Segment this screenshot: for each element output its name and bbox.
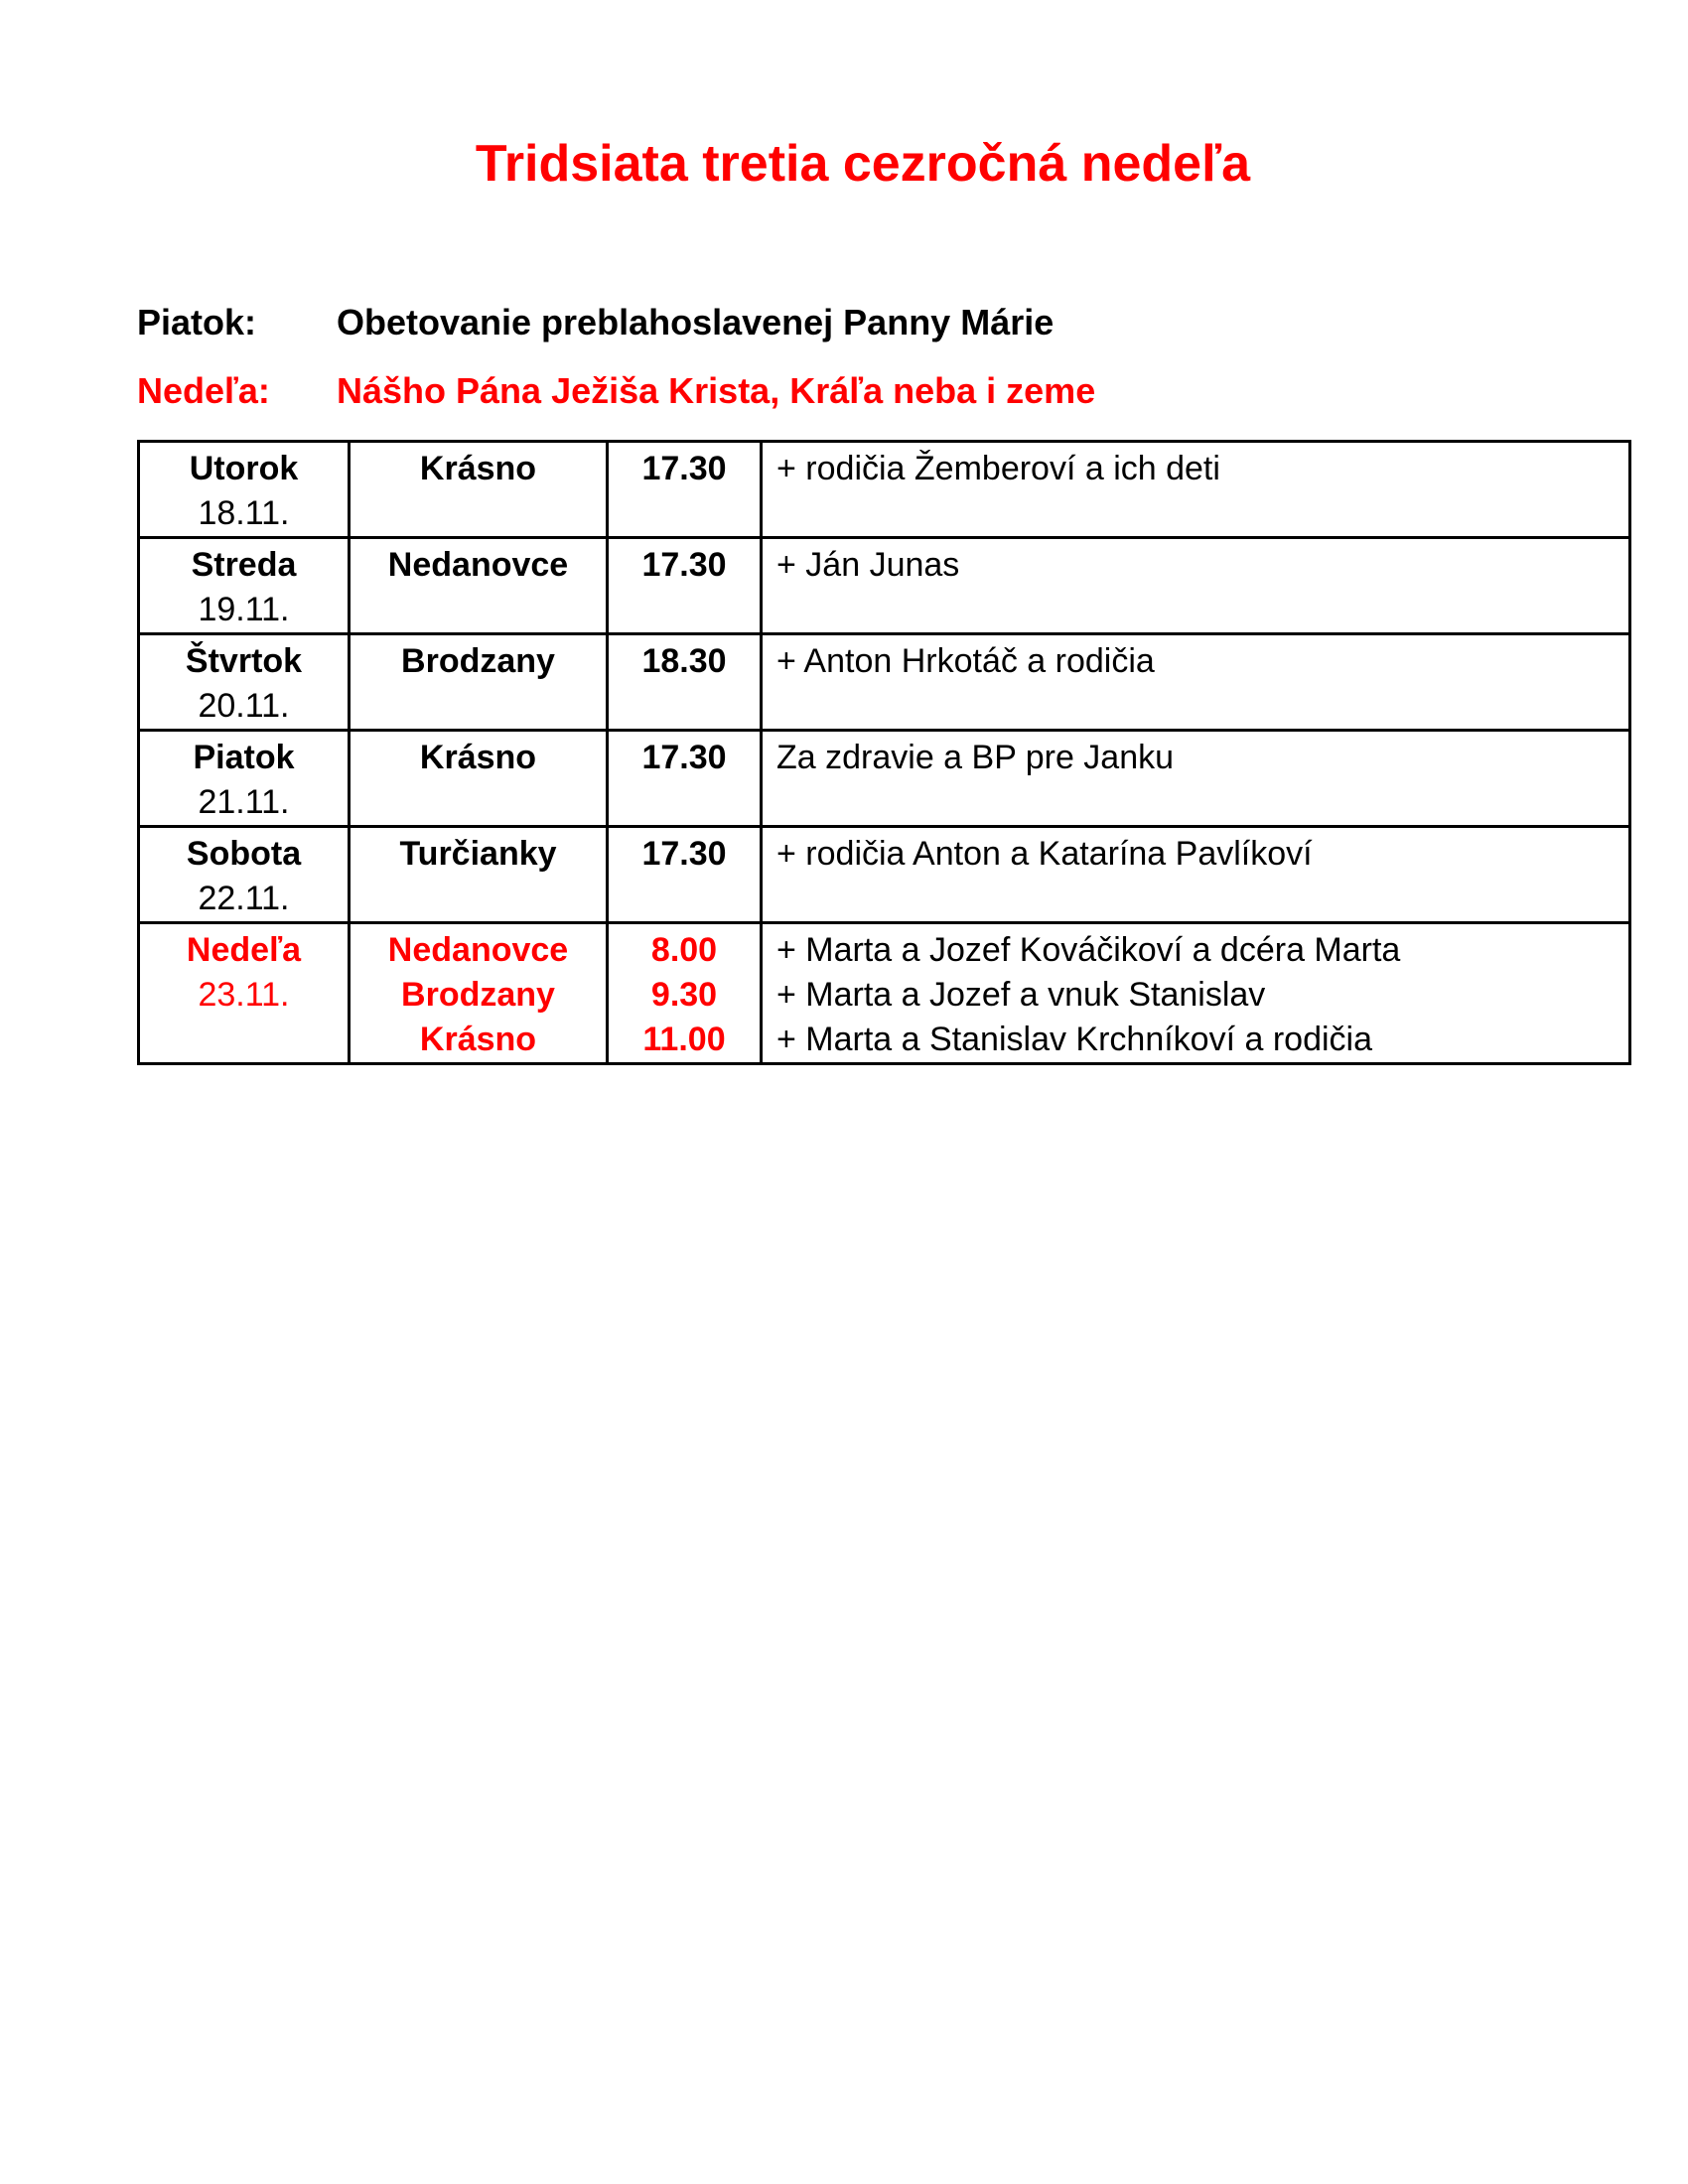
schedule-row xyxy=(139,731,1630,827)
schedule-row xyxy=(139,827,1630,923)
place-name: Krásno xyxy=(419,1021,537,1058)
day-cell xyxy=(139,827,350,923)
time-cell xyxy=(608,538,762,634)
feast-name: Obetovanie preblahoslavenej Panny Márie xyxy=(337,302,1055,342)
intention-cell xyxy=(762,731,1630,827)
place-name: Krásno xyxy=(419,450,537,487)
day-name: Streda xyxy=(191,546,297,584)
place-cell xyxy=(350,634,608,731)
day-cell xyxy=(139,634,350,731)
mass-time: 8.00 xyxy=(650,931,718,969)
mass-intention: + Marta a Stanislav Krchníkoví a rodičia xyxy=(776,1021,1372,1058)
place-cell xyxy=(350,923,608,1064)
day-date: 20.11. xyxy=(198,687,290,725)
time-cell xyxy=(608,442,762,538)
schedule-row xyxy=(139,923,1630,1064)
feast-name: Nášho Pána Ježiša Krista, Kráľa neba i zeme xyxy=(337,370,1096,411)
time-cell xyxy=(608,923,762,1064)
day-cell xyxy=(139,442,350,538)
time-cell xyxy=(608,634,762,731)
day-name: Utorok xyxy=(189,450,299,487)
day-name: Nedeľa xyxy=(186,931,302,969)
time-cell xyxy=(608,827,762,923)
day-cell xyxy=(139,731,350,827)
feast-line-nedela xyxy=(137,369,1095,412)
day-date: 23.11. xyxy=(198,976,290,1014)
mass-time: 18.30 xyxy=(641,642,727,680)
intention-cell xyxy=(762,827,1630,923)
day-date: 21.11. xyxy=(198,783,290,821)
day-cell xyxy=(139,923,350,1064)
time-cell xyxy=(608,731,762,827)
mass-intention: + Ján Junas xyxy=(776,546,960,584)
mass-intention: Za zdravie a BP pre Janku xyxy=(776,739,1175,776)
day-date: 22.11. xyxy=(198,880,290,917)
schedule-row xyxy=(139,538,1630,634)
page-title: Tridsiata tretia cezročná nedeľa xyxy=(475,135,1251,193)
mass-time: 17.30 xyxy=(641,450,727,487)
mass-intention: + Marta a Jozef a vnuk Stanislav xyxy=(776,976,1266,1014)
feast-line-piatok xyxy=(137,301,1054,343)
mass-time: 9.30 xyxy=(650,976,718,1014)
place-cell xyxy=(350,442,608,538)
place-cell xyxy=(350,731,608,827)
place-name: Brodzany xyxy=(401,976,555,1014)
day-name: Piatok xyxy=(193,739,295,776)
mass-time: 17.30 xyxy=(641,835,727,873)
place-cell xyxy=(350,538,608,634)
place-name: Nedanovce xyxy=(387,931,569,969)
day-cell xyxy=(139,538,350,634)
mass-time: 17.30 xyxy=(641,546,727,584)
mass-time: 17.30 xyxy=(641,739,727,776)
feast-day-label: Nedeľa: xyxy=(137,370,270,411)
intention-cell xyxy=(762,442,1630,538)
place-name: Turčianky xyxy=(399,835,557,873)
day-name: Sobota xyxy=(186,835,302,873)
mass-intention: + Marta a Jozef Kováčikoví a dcéra Marta xyxy=(776,931,1401,969)
place-name: Krásno xyxy=(419,739,537,776)
schedule-row xyxy=(139,634,1630,731)
place-cell xyxy=(350,827,608,923)
mass-time: 11.00 xyxy=(642,1021,726,1058)
place-name: Brodzany xyxy=(401,642,555,680)
day-date: 18.11. xyxy=(198,494,290,532)
schedule-row xyxy=(139,442,1630,538)
intention-cell xyxy=(762,538,1630,634)
day-name: Štvrtok xyxy=(185,642,303,680)
day-date: 19.11. xyxy=(198,591,290,628)
mass-schedule-table xyxy=(137,440,1631,1065)
mass-intention: + rodičia Anton a Katarína Pavlíkoví xyxy=(776,835,1313,873)
feast-day-label: Piatok: xyxy=(137,302,257,342)
intention-cell xyxy=(762,923,1630,1064)
mass-intention: + Anton Hrkotáč a rodičia xyxy=(776,642,1155,680)
place-name: Nedanovce xyxy=(387,546,569,584)
intention-cell xyxy=(762,634,1630,731)
mass-intention: + rodičia Žemberoví a ich deti xyxy=(776,450,1220,487)
